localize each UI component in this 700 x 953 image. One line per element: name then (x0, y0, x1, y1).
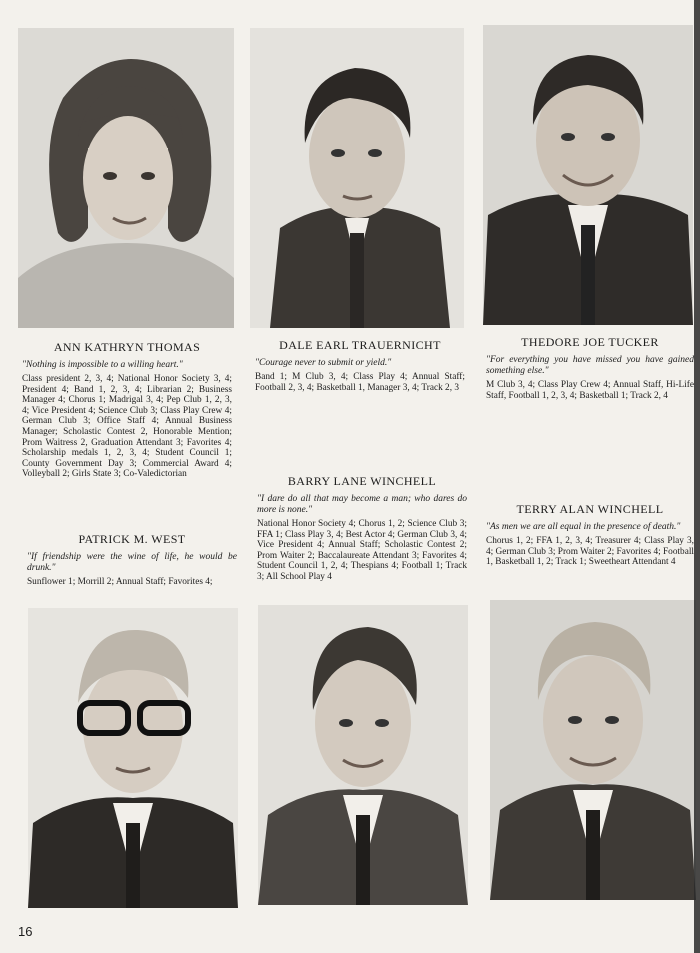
student-quote: "I dare do all that may become a man; who dares do more is none." (257, 494, 467, 515)
student-activities: Sunflower 1; Morrill 2; Annual Staff; Favorites 4; (27, 577, 213, 587)
portrait-photo-trauernicht (250, 28, 464, 328)
student-name: TERRY ALAN WINCHELL (516, 502, 664, 516)
page-edge-shadow (694, 0, 700, 953)
student-entry-trauernicht (255, 338, 465, 393)
student-entry-terry-winchell (486, 502, 694, 568)
student-quote: "As men we are all equal in the presence of death." (486, 522, 681, 532)
portrait-photo-thomas (18, 28, 234, 328)
portrait-photo-tucker (483, 25, 693, 325)
student-entry-thomas (22, 340, 232, 480)
student-activities: Chorus 1, 2; FFA 1, 2, 3, 4; Treasurer 4; Class Play 3, 4; German Club 3; Prom Waiter 2; Favorites 4; Football 1, Basketball 1, 2; Track 1; Sweetheart Attendant 4 (486, 536, 694, 568)
portrait-photo-barry-winchell (258, 605, 468, 905)
student-activities: M Club 3, 4; Class Play Crew 4; Annual Staff, Hi-Life Staff, Football 1, 2, 3, 4; Basketball 1; Track 2, 4 (486, 380, 694, 401)
student-name: PATRICK M. WEST (78, 532, 186, 546)
student-entry-barry-winchell (257, 474, 467, 583)
student-activities: Band 1; M Club 3, 4; Class Play 4; Annual Staff; Football 2, 3, 4; Basketball 1, Manager 3, 4; Track 2, 3 (255, 372, 465, 393)
student-activities: National Honor Society 4; Chorus 1, 2; Science Club 3; FFA 1; Class Play 3, 4; Best Actor 4; German Club 3, 4; Vice President 4; Annual Staff; Scholastic Contest 2; Prom Waiter 2; Baccalaureate Attendant 3; Favorites 4; Student Council 1, 2, 4; Thespians 4; Football 1; Track 3; All School Play 4 (257, 519, 467, 582)
student-activities: Class president 2, 3, 4; National Honor Society 3, 4; President 4; Band 1, 2, 3, 4; Librarian 2; Business Manager 4; Chorus 1; Madrigal 3, 4; Pep Club 1, 2, 3, 4; Vice President 4; Science Club 3; Class Play Crew 4; German Club 3; Office Staff 4; Annual Business Manager; Scholastic Contest 2, Honorable Mention; Prom Waitress 2, Graduation Attendant 3; Favorites 4; Scholarship medals 1, 2, 3, 4; Student Council 1; County Government Day 3; Commercial Award 4; Volleyball 2; Girls State 3; Co-Valedictorian (22, 374, 232, 480)
student-entry-tucker (486, 335, 694, 401)
student-quote: "For everything you have missed you have gained something else." (486, 355, 694, 376)
student-entry-west (27, 532, 237, 588)
student-name: ANN KATHRYN THOMAS (53, 340, 201, 354)
student-quote: "If friendship were the wine of life, he would be drunk." (27, 552, 237, 573)
portrait-photo-terry-winchell (490, 600, 696, 900)
portrait-photo-west (28, 608, 238, 908)
student-name: DALE EARL TRAUERNICHT (279, 338, 441, 352)
student-quote: "Courage never to submit or yield." (255, 358, 392, 368)
student-name: BARRY LANE WINCHELL (287, 474, 437, 488)
page-number: 16 (18, 924, 33, 939)
student-quote: "Nothing is impossible to a willing heart." (22, 360, 183, 370)
student-name: THEDORE JOE TUCKER (521, 335, 659, 349)
